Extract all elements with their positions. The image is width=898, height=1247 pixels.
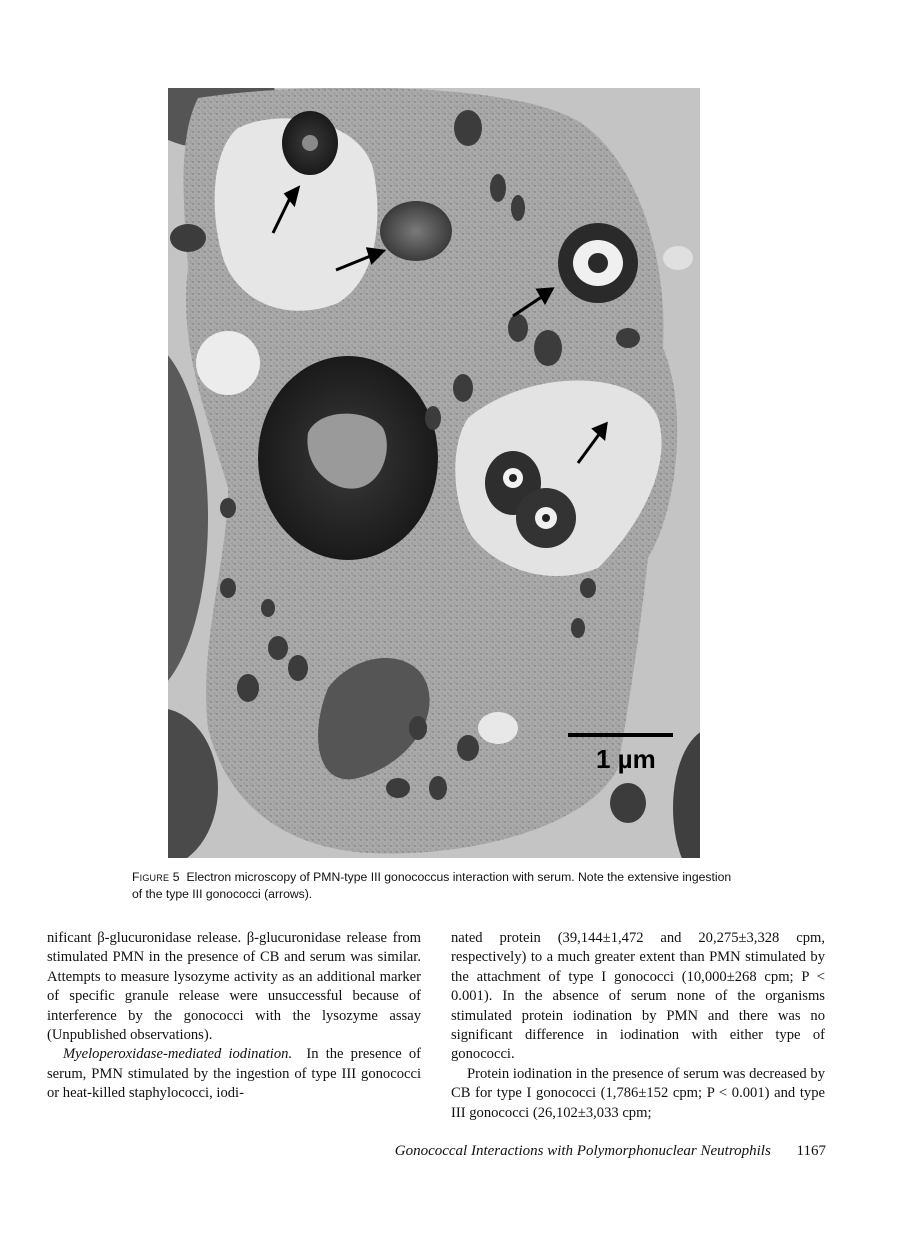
- figure-caption: [132, 869, 742, 903]
- left-column: [47, 929, 421, 1104]
- section-heading-text: In the presence of serum, PMN stimulated by the ingestion of type III gonococci or heat-killed staphylococci, iodi-: [47, 1046, 421, 1102]
- right-paragraph-1: nated protein (39,144±1,472 and 20,275±3,328 cpm, respectively) to a much greater extent than PMN stimulated by the attachment of type I gonococci (10,000±268 cpm; P < 0.001). In the absence of serum none of the organisms stimulated protein iodination by PMN and there was no significant difference in iodination with either type of gonococci.: [451, 930, 825, 1063]
- scale-bar-label: 1 µm: [596, 744, 656, 774]
- page-number: 1167: [796, 1143, 826, 1159]
- figure-caption-text: Electron microscopy of PMN-type III gonococcus interaction with serum. Note the extensive ingestion of the type III gonococci (arrows).: [132, 870, 732, 901]
- right-column: [451, 929, 825, 1123]
- right-paragraph-2: Protein iodination in the presence of serum was decreased by CB for type I gonococci (1,786±152 cpm; P < 0.001) and type III gonococci (26,102±3,033 cpm;: [451, 1065, 825, 1121]
- running-title: Gonococcal Interactions with Polymorphonuclear Neutrophils: [394, 1143, 771, 1159]
- left-paragraph-2: [47, 1045, 421, 1103]
- page-footer: [395, 1143, 826, 1160]
- left-paragraph-1: nificant β-glucuronidase release. β-glucuronidase release from stimulated PMN in the presence of CB and serum was similar. Attempts to measure lysozyme activity as an additional marker of specific granule release were unsuccessful because of interference by the gonococci with the lysozyme assay (Unpublished observations).: [47, 930, 421, 1044]
- electron-micrograph-image: [168, 88, 700, 858]
- electron-micrograph-figure: [168, 88, 700, 858]
- section-heading: Myeloperoxidase-mediated iodination.: [63, 1046, 293, 1063]
- figure-caption-label: Figure 5: [132, 870, 180, 884]
